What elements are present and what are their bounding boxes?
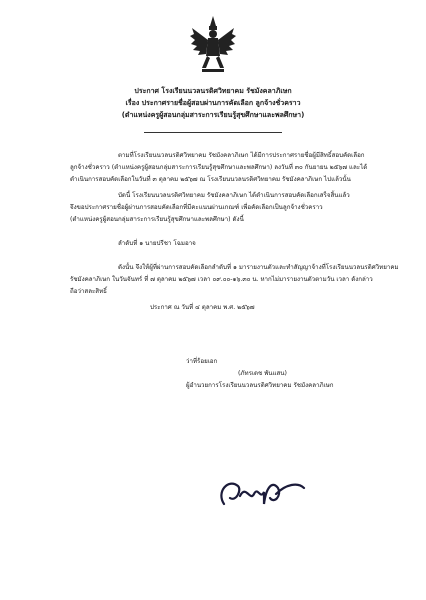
- garuda-emblem: [188, 14, 238, 76]
- signer-rank: ว่าที่ร้อยเอก: [186, 358, 218, 365]
- announcement-subject: เรื่อง ประกาศรายชื่อผู้สอบผ่านการคัดเลือก ลูกจ้างชั่วคราว: [125, 99, 301, 107]
- signer-name: (ภัทรเดช พันแสน): [238, 370, 287, 377]
- handwritten-signature: [206, 474, 316, 516]
- paragraph-2-line-1: บัดนี้ โรงเรียนนวลนรดิศวิทยาคม รัชมังคลาภิเษก ได้ดำเนินการสอบคัดเลือกเสร็จสิ้นแล้ว: [118, 192, 350, 199]
- signer-title: ผู้อำนวยการโรงเรียนนวลนรดิศวิทยาคม รัชมังคลาภิเษก: [186, 382, 334, 389]
- paragraph-3-line-3: ถือว่าสละสิทธิ์: [70, 288, 107, 295]
- paragraph-3-line-2: รัชมังคลาภิเษก ในวันจันทร์ ที่ ๗ ตุลาคม ๒๕๖๗ เวลา ๐๙.๐๐-๑๖.๓๐ น. หากไม่มารายงานตัวตามวัน เวลา ดังกล่าว: [70, 276, 373, 283]
- rank-1-entry: ลำดับที่ ๑ นายปรีชา โฉมอาจ: [118, 240, 196, 247]
- paragraph-1-line-3: ดำเนินการสอบคัดเลือกในวันที่ ๓ ตุลาคม ๒๕๖๗ ณ โรงเรียนนวลนรดิศวิทยาคม รัชมังคลาภิเษก ไปแล้วนั้น: [70, 176, 351, 183]
- paragraph-1-line-2: ลูกจ้างชั่วคราว (ตำแหน่งครูผู้สอนกลุ่มสาระการเรียนรู้สุขศึกษาและพลศึกษา) ลงวันที่ ๓๐ กันยายน ๒๕๖๗ และได้: [70, 164, 368, 171]
- divider-line: [144, 132, 282, 133]
- paragraph-1-line-1: ตามที่โรงเรียนนวลนรดิศวิทยาคม รัชมังคลาภิเษก ได้มีการประกาศรายชื่อผู้มีสิทธิ์สอบคัดเลือก: [118, 152, 365, 159]
- paragraph-2-line-2: จึงขอประกาศรายชื่อผู้ผ่านการสอบคัดเลือกที่มีคะแนนผ่านเกณฑ์ เพื่อคัดเลือกเป็นลูกจ้างชั่วคราว: [70, 204, 323, 211]
- announcement-position: (ตำแหน่งครูผู้สอนกลุ่มสาระการเรียนรู้สุขศึกษาและพลศึกษา): [121, 111, 305, 119]
- announcement-date: ประกาศ ณ วันที่ ๔ ตุลาคม พ.ศ. ๒๕๖๗: [150, 304, 255, 311]
- paragraph-2-line-3: (ตำแหน่งครูผู้สอนกลุ่มสาระการเรียนรู้สุขศึกษาและพลศึกษา) ดังนี้: [70, 216, 244, 223]
- announcement-title: ประกาศ โรงเรียนนวลนรดิศวิทยาคม รัชมังคลาภิเษก: [134, 87, 292, 95]
- paragraph-3-line-1: ดังนั้น จึงให้ผู้ที่ผ่านการสอบคัดเลือกลำดับที่ ๑ มารายงานตัวและทำสัญญาจ้างที่โรงเรียนนวลนรดิศวิทยาคม: [118, 264, 399, 271]
